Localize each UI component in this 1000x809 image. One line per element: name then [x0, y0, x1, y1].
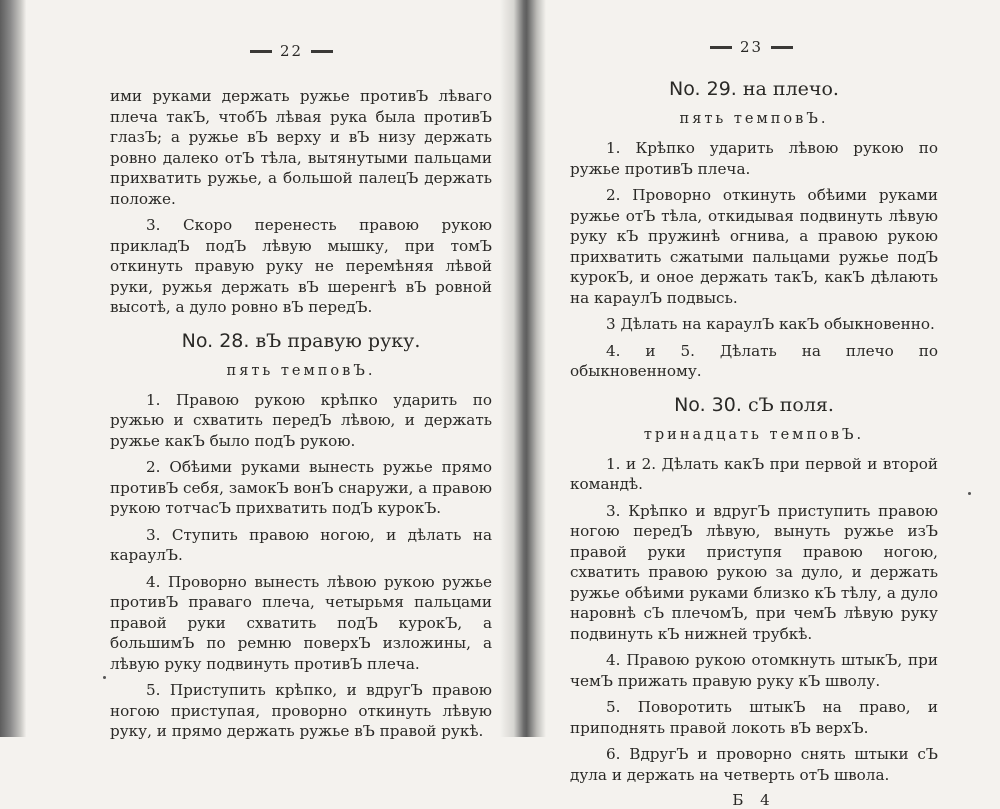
paragraph: ими руками держать ружье противЪ лѣваго плеча такЪ, чтобЪ лѣвая рука была противЪ глазЪ; а ружье вЪ верху и вЪ низу держать ровно далеко отЪ тѣла, вытянутыми пальцами прихватить ружье, а большой палецЪ держать положе. — [110, 87, 492, 208]
section-heading-30: No. 30. сЪ поля. — [674, 393, 834, 416]
page-number-left: 22 — [250, 42, 333, 60]
paragraph: 4. Проворно вынесть лѣвою рукою ружье противЪ праваго плеча, четырьмя пальцами правой руки схватить подЪ курокЪ, а большимЪ по ремню поверхЪ изложины, а лѣвую руку подвинуть противЪ плеча. — [110, 572, 492, 673]
paragraph: 5. Поворотить штыкЪ на право, и приподнять правой локоть вЪ верхЪ. — [570, 698, 938, 737]
paragraph: 5. Приступить крѣпко, и вдругЪ правою ногою приступая, проворно откинуть лѣвую руку, и прямо держать ружье вЪ правой рукѣ. — [110, 681, 492, 740]
right-page-body — [570, 66, 938, 809]
left-page — [110, 0, 493, 740]
section-subheading: пять темповЪ. — [226, 362, 376, 379]
paragraph: 6. ВдругЪ и проворно снять штыки сЪ дула и держать на четверть отЪ швола. — [570, 745, 938, 784]
left-binding-shadow — [0, 0, 26, 737]
page-number-right: 23 — [710, 38, 793, 56]
section-heading-29: No. 29. на плечо. — [669, 78, 839, 100]
paragraph: 3. Скоро перенесть правою рукою прикладЪ подЪ лѣвую мышку, при томЪ откинуть правую руку не перемѣняя лѣвой руки, ружья держать вЪ шеренгѣ вЪ ровной высотѣ, а дуло ровно вЪ передЪ. — [110, 216, 492, 316]
section-heading-28: No. 28. вЪ правую руку. — [181, 329, 421, 352]
paragraph: 4. Правою рукою отомкнуть штыкЪ, при чемЪ прижать правую руку кЪ шволу. — [570, 651, 938, 690]
paragraph: 3. Крѣпко и вдругЪ приступить правою ногою передЪ лѣвую, вынуть ружье изЪ правой руки приступя правою ногою, схватить правою рукою за дуло, и держать ружье обѣими руками близко кЪ тѣлу, а дуло наровнѣ сЪ плечомЪ, при чемЪ лѣвую руку подвинуть кЪ нижней трубкѣ. — [570, 501, 938, 643]
paragraph: 2. Проворно откинуть обѣими руками ружье отЪ тѣла, откидывая подвинуть лѣвую руку кЪ пружинѣ огнива, а правою рукою прихватить сжатыми пальцами ружье подЪ курокЪ, и оное держать такЪ, какЪ дѣлають на караулЪ подвысь. — [570, 186, 938, 307]
left-page-body — [110, 86, 492, 748]
paragraph: 4. и 5. Дѣлать на плечо по обыкновенному. — [570, 341, 938, 380]
paragraph: 1. и 2. Дѣлать какЪ при первой и второй командѣ. — [570, 454, 938, 493]
paragraph: 2. Обѣими руками вынесть ружье прямо противЪ себя, замокЪ вонЪ снаружи, а правою рукою тотчасЪ прихватить подЪ курокЪ. — [110, 458, 493, 517]
ink-speck — [968, 492, 971, 495]
paragraph: 3 Дѣлать на караулЪ какЪ обыкновенно. — [606, 315, 935, 333]
section-subheading: тринадцать темповЪ. — [643, 426, 865, 443]
signature-mark: Б 4 — [732, 791, 776, 809]
section-subheading: пять темповЪ. — [679, 111, 829, 127]
right-page — [570, 0, 938, 809]
paragraph: 3. Ступить правою ногою, и дѣлать на караулЪ. — [110, 525, 492, 564]
paragraph: 1. Крѣпко ударить лѣвою рукою по ружье противЪ плеча. — [570, 139, 938, 178]
ink-speck — [103, 676, 106, 679]
center-binding-shadow — [500, 0, 546, 737]
paragraph: 1. Правою рукою крѣпко ударить по ружью и схватить передЪ лѣвою, и держать ружье какЪ было подЪ рукою. — [110, 390, 492, 450]
